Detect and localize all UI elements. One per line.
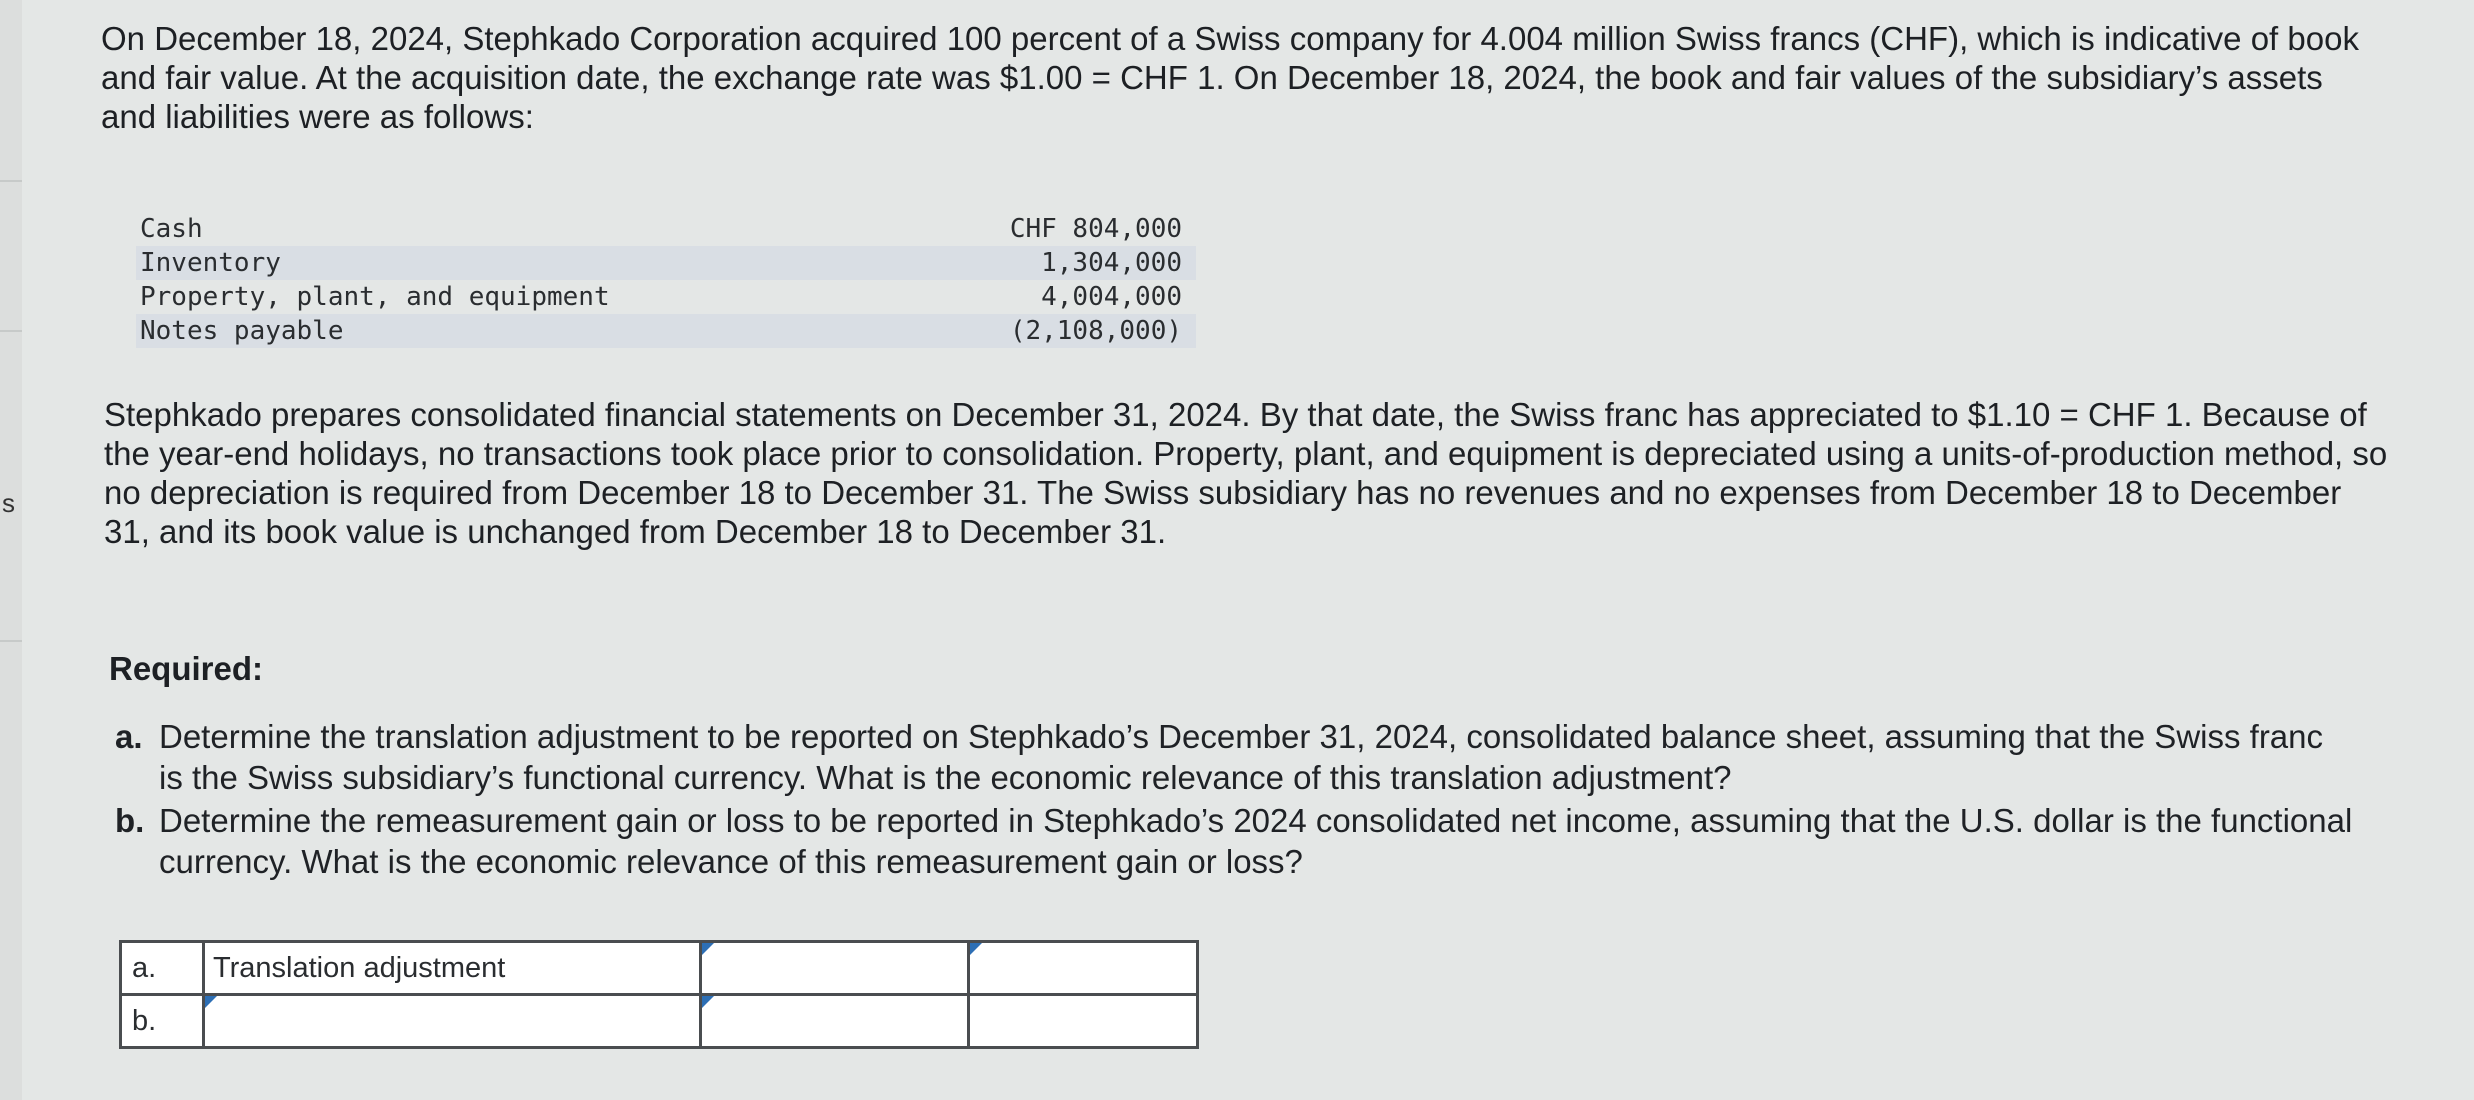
remeasurement-extra-input[interactable]: [970, 996, 1196, 1046]
dropdown-marker-icon: [970, 943, 982, 955]
dropdown-marker-icon: [205, 996, 217, 1008]
required-item-b: [115, 800, 2355, 882]
required-item-a: [115, 716, 2355, 798]
answer-row-a: [121, 942, 1198, 995]
balance-amount: CHF 804,000: [1009, 214, 1182, 244]
balance-label: Cash: [140, 214, 203, 244]
edge-letter: s: [2, 488, 15, 518]
balance-label: Inventory: [140, 248, 281, 278]
answer-row-label: Translation adjustment: [204, 942, 701, 995]
dropdown-marker-icon: [702, 943, 714, 955]
required-item-text: Determine the translation adjustment to be reported on Stephkado’s December 31, 2024, consolidated balance sheet, assuming that the Swiss franc is the Swiss subsidiary’s functional currency. What is the economic relevance of this translation adjustment?: [159, 718, 2324, 796]
balance-label: Property, plant, and equipment: [140, 282, 610, 312]
balance-label: Notes payable: [140, 316, 344, 346]
answer-cell[interactable]: [701, 942, 969, 995]
translation-adjustment-select[interactable]: [970, 943, 1196, 993]
answer-cell[interactable]: [969, 942, 1198, 995]
answer-cell[interactable]: [969, 995, 1198, 1048]
balance-row: [136, 246, 1196, 280]
required-item-letter: a.: [115, 718, 143, 755]
balance-amount: 4,004,000: [1041, 282, 1182, 312]
answer-cell[interactable]: [701, 995, 969, 1048]
answer-table: [119, 940, 1199, 1049]
answer-row-letter: a.: [121, 942, 204, 995]
required-item-text: Determine the remeasurement gain or loss to be reported in Stephkado’s 2024 consolidated net income, assuming that the U.S. dollar is the functional currency. What is the economic relevance of this remeasurement gain or loss?: [159, 802, 2353, 880]
intro-paragraph: On December 18, 2024, Stephkado Corporation acquired 100 percent of a Swiss company for 4.004 million Swiss francs (CHF), which is indicative of book and fair value. At the acquisition date, the exchange rate was $1.00 = CHF 1. On December 18, 2024, the book and fair values of the subsidiary’s assets and liabilities were as follows:: [101, 20, 2359, 135]
required-item-letter: b.: [115, 802, 145, 839]
translation-adjustment-amount-input[interactable]: [702, 943, 967, 993]
balance-row: [136, 314, 1196, 348]
required-heading: Required:: [109, 650, 264, 687]
remeasurement-label-select[interactable]: [213, 996, 699, 1046]
balance-amount: (2,108,000): [1009, 316, 1182, 346]
required-list: [115, 716, 2355, 884]
balance-row: [136, 212, 1196, 246]
details-paragraph: Stephkado prepares consolidated financial statements on December 31, 2024. By that date, the Swiss franc has appreciated to $1.10 = CHF 1. Because of the year-end holidays, no transactions took place prior to consolidation. Property, plant, and equipment is depreciated using a units-of-production method, so no depreciation is required from December 18 to December 31. The Swiss subsidiary has no revenues and no expenses from December 18 to December 31, and its book value is unchanged from December 18 to December 31.: [104, 396, 2388, 550]
balance-table: [136, 212, 1196, 348]
dropdown-marker-icon: [702, 996, 714, 1008]
balance-row: [136, 280, 1196, 314]
answer-cell[interactable]: [204, 995, 701, 1048]
remeasurement-amount-input[interactable]: [702, 996, 967, 1046]
balance-amount: 1,304,000: [1041, 248, 1182, 278]
answer-row-letter: b.: [121, 995, 204, 1048]
answer-row-b: [121, 995, 1198, 1048]
